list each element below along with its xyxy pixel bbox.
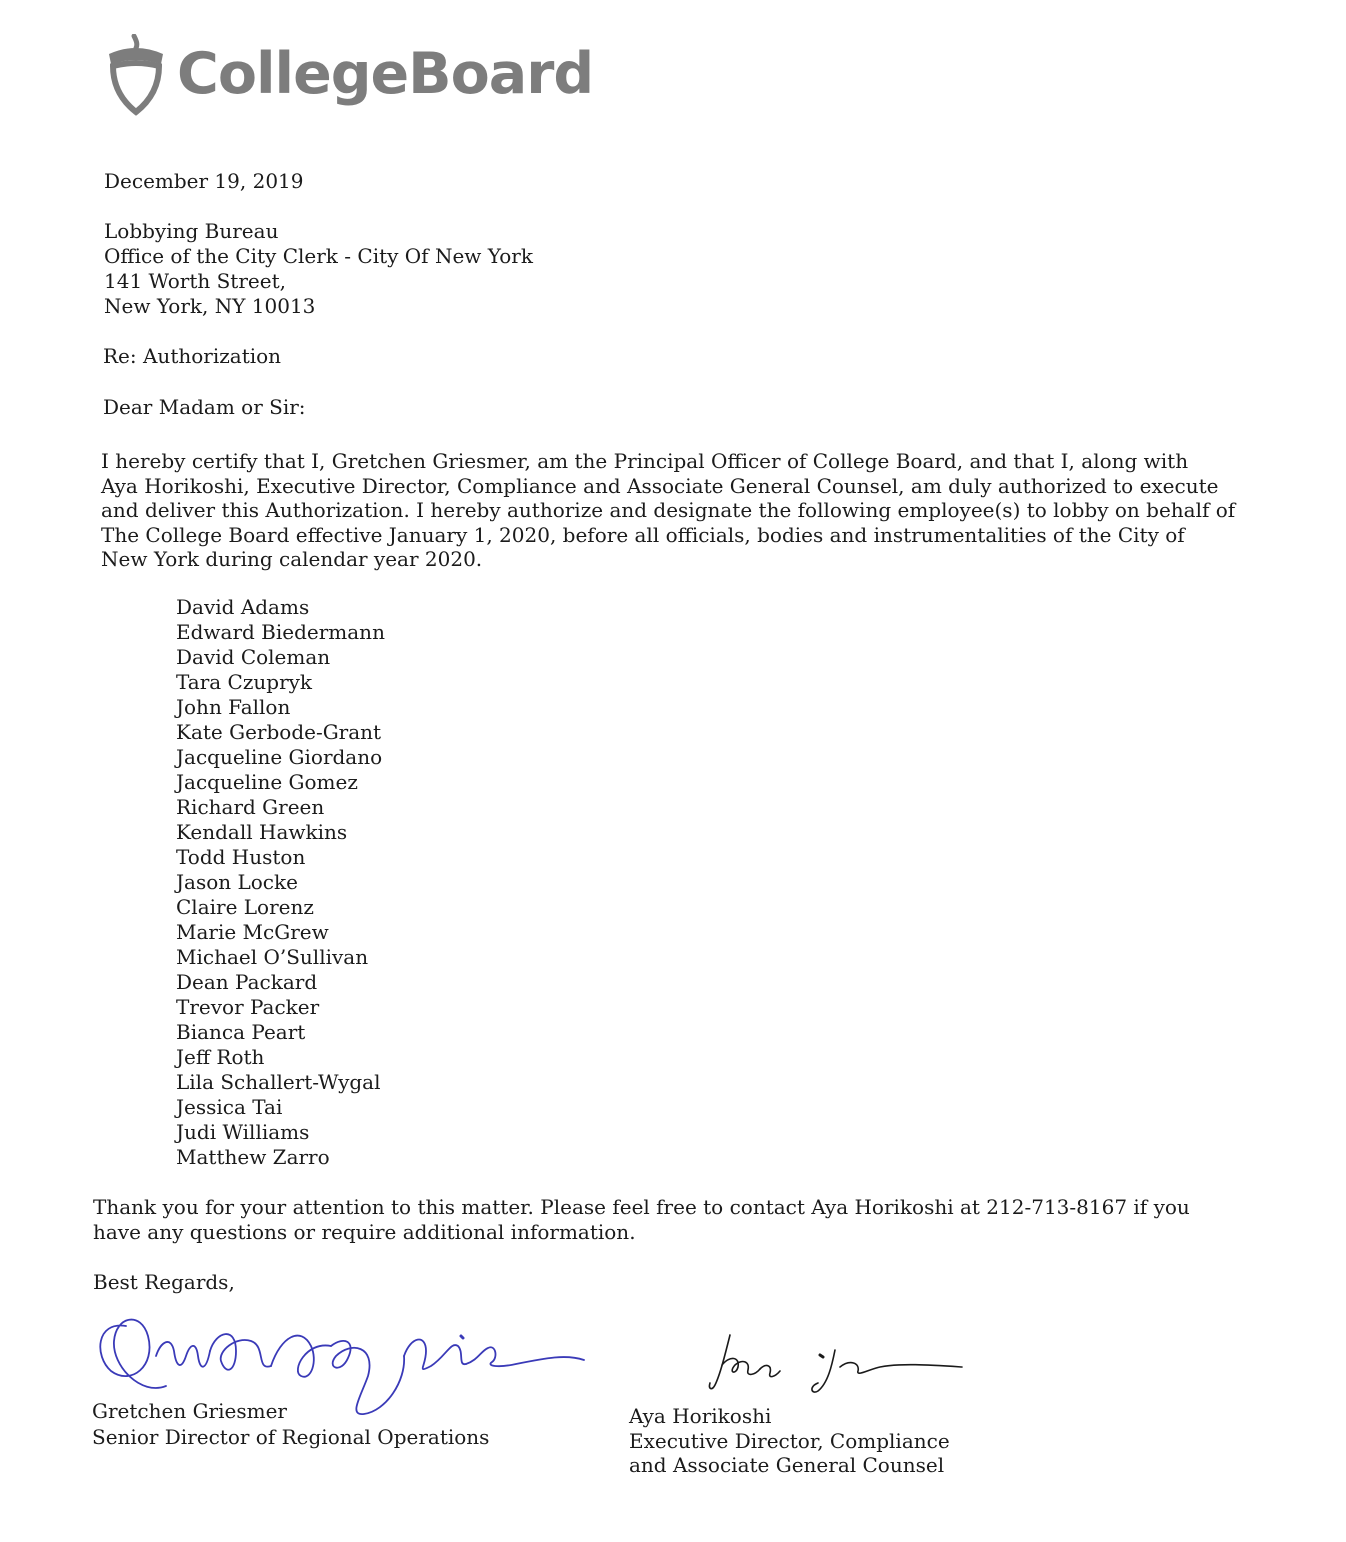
- employee-name: Jacqueline Gomez: [176, 770, 358, 794]
- employee-name: Todd Huston: [176, 845, 306, 869]
- employee-name: Kendall Hawkins: [176, 820, 348, 844]
- employee-name: Claire Lorenz: [176, 895, 314, 919]
- signatory-2-name: Aya Horikoshi: [629, 1404, 772, 1428]
- employee-name: Richard Green: [176, 795, 325, 819]
- employee-name: Bianca Peart: [176, 1020, 306, 1044]
- signature-aya-horikoshi: [700, 1325, 970, 1400]
- body-line: and deliver this Authorization. I hereby authorize and designate the following employee(s) to lobby on behalf of: [101, 498, 1236, 522]
- employee-name: David Coleman: [176, 645, 331, 669]
- employee-name: Jacqueline Giordano: [176, 745, 383, 769]
- employee-name: Lila Schallert-Wygal: [176, 1070, 381, 1094]
- employee-list: [176, 595, 385, 1170]
- subject-line: Re: Authorization: [103, 344, 282, 368]
- body-line: New York during calendar year 2020.: [101, 547, 483, 571]
- employee-name: David Adams: [176, 595, 310, 619]
- signatory-2-title-line-1: Executive Director, Compliance: [629, 1429, 950, 1453]
- employee-name: Kate Gerbode-Grant: [176, 720, 382, 744]
- employee-name: Dean Packard: [176, 970, 318, 994]
- body-line: I hereby certify that I, Gretchen Griesmer, am the Principal Officer of College Board, and that I, along with: [101, 449, 1189, 473]
- body-line: The College Board effective January 1, 2020, before all officials, bodies and instrumentalities of the City of: [101, 522, 1185, 547]
- employee-name: Trevor Packer: [176, 995, 320, 1019]
- closing-line: have any questions or require additional information.: [93, 1220, 636, 1244]
- employee-name: Matthew Zarro: [176, 1145, 330, 1169]
- employee-name: Judi Williams: [176, 1120, 310, 1144]
- salutation: Dear Madam or Sir:: [103, 395, 306, 419]
- letter-date: December 19, 2019: [104, 169, 304, 193]
- recipient-line-2: Office of the City Clerk - City Of New York: [104, 244, 533, 268]
- brand-name: CollegeBoard: [177, 41, 594, 107]
- body-line: Aya Horikoshi, Executive Director, Compliance and Associate General Counsel, am duly authorized to execute: [101, 473, 1219, 498]
- employee-name: Jeff Roth: [176, 1045, 265, 1069]
- recipient-line-1: Lobbying Bureau: [104, 219, 279, 243]
- recipient-line-3: 141 Worth Street,: [104, 269, 286, 293]
- closing-paragraph: [93, 1195, 1190, 1245]
- signatory-2-title-line-2: and Associate General Counsel: [629, 1453, 945, 1477]
- body-paragraph: [101, 449, 1261, 572]
- closing-line: Thank you for your attention to this matter. Please feel free to contact Aya Horikoshi at 212-713-8167 if you: [93, 1195, 1190, 1219]
- employee-name: John Fallon: [176, 695, 291, 719]
- employee-name: Jason Locke: [176, 870, 298, 894]
- employee-name: Jessica Tai: [176, 1095, 283, 1119]
- employee-name: Edward Biedermann: [176, 620, 385, 644]
- sign-off: Best Regards,: [93, 1270, 235, 1294]
- employee-name: Tara Czupryk: [176, 670, 313, 694]
- employee-name: Marie McGrew: [176, 920, 329, 944]
- signatory-1-title: Senior Director of Regional Operations: [92, 1425, 490, 1449]
- signatory-1-name: Gretchen Griesmer: [92, 1399, 287, 1423]
- employee-name: Michael O’Sullivan: [176, 945, 369, 969]
- acorn-icon: [103, 34, 169, 116]
- recipient-line-4: New York, NY 10013: [104, 294, 316, 318]
- collegeboard-logo: [103, 34, 594, 116]
